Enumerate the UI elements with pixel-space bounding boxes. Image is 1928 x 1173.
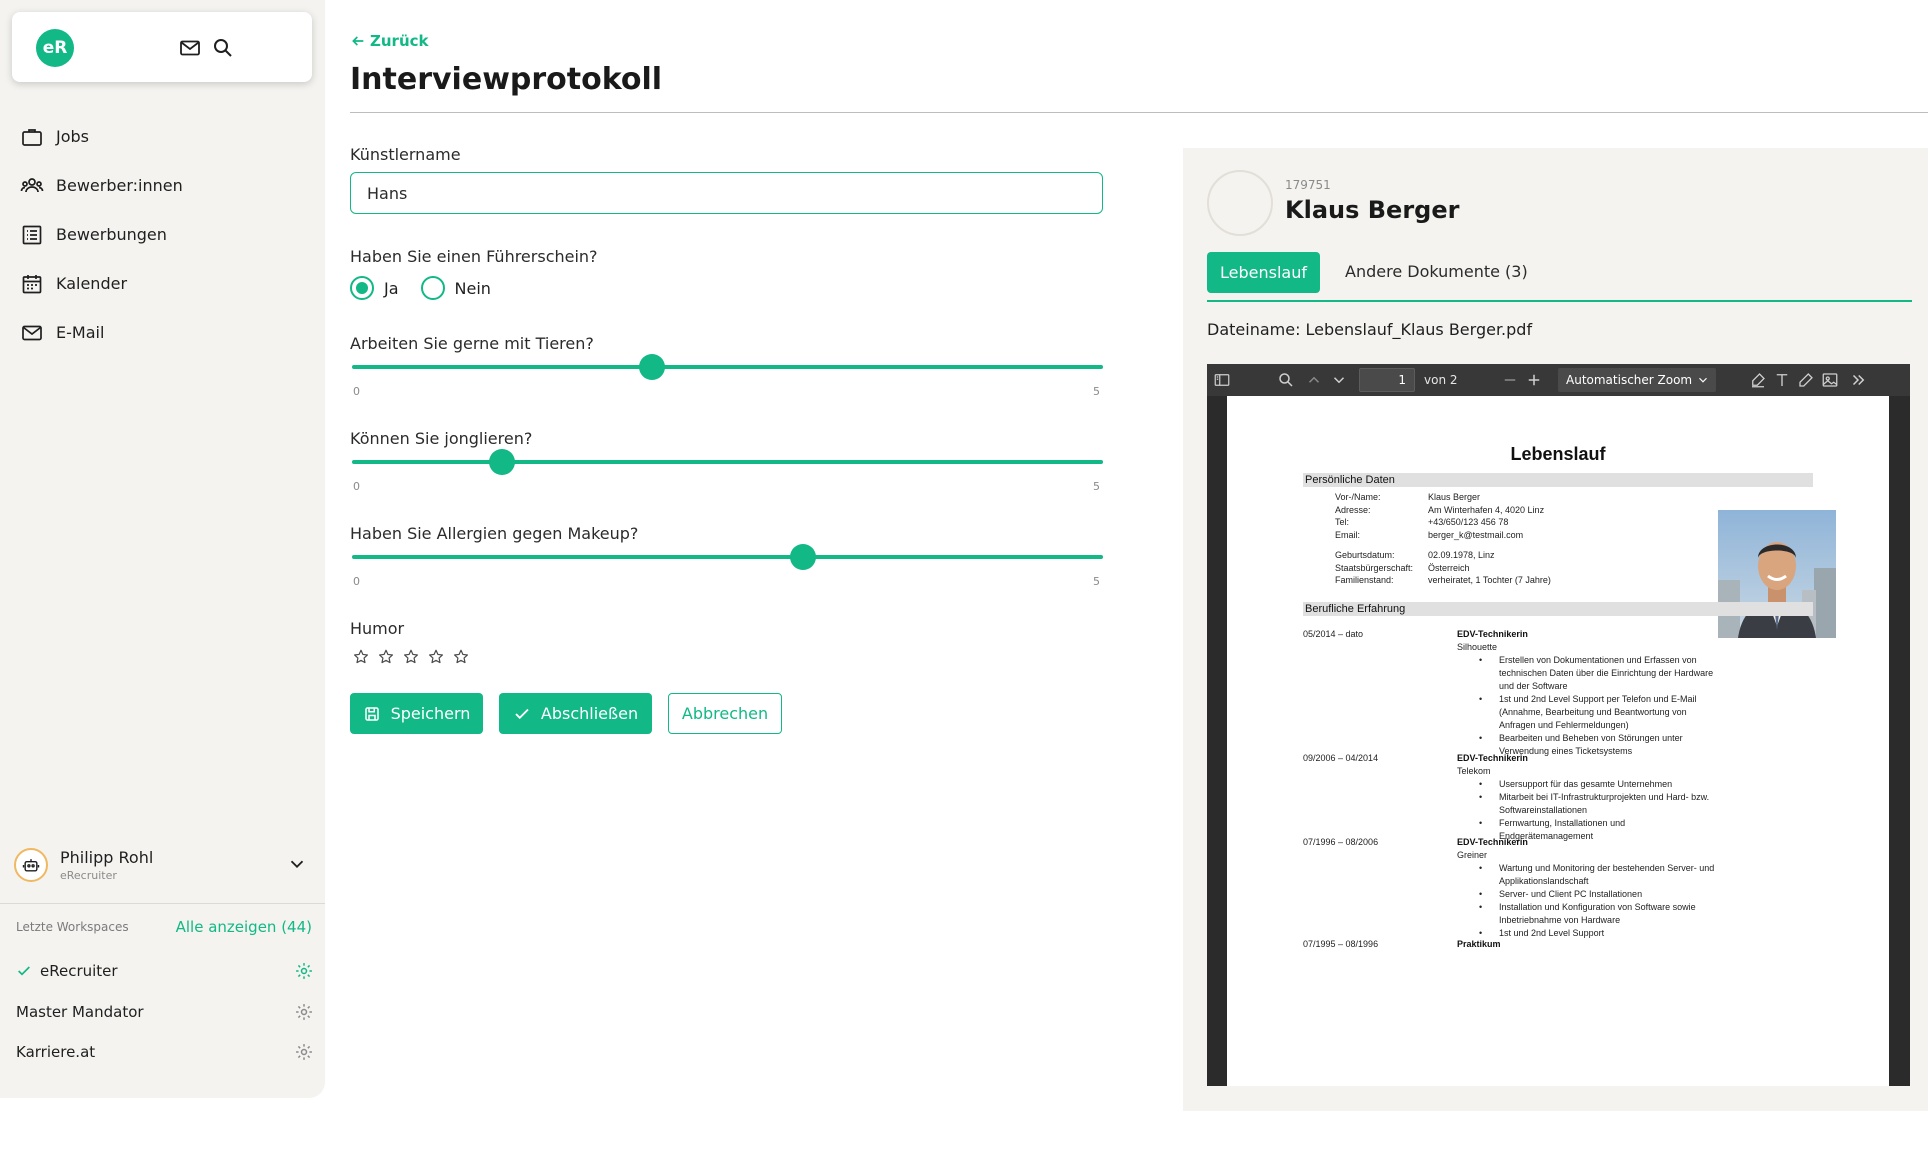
save-icon [363,705,381,723]
highlight-icon[interactable] [1749,371,1767,389]
page-number-input[interactable]: 1 [1359,368,1415,392]
avatar [14,848,48,882]
sidebar-item-jobs[interactable] [0,112,325,161]
candidate-id: 179751 [1285,178,1331,192]
more-tools-icon[interactable] [1849,371,1867,389]
slider-label: Können Sie jonglieren? [350,429,533,448]
slider-label: Arbeiten Sie gerne mit Tieren? [350,334,594,353]
radio-yes[interactable] [350,276,374,300]
job-bullet: • Bearbeiten und Beheben von Störungen unter Verwendung eines Ticketsystems [1499,732,1717,758]
personal-value: Österreich [1428,562,1470,573]
job-period: 05/2014 – dato [1303,629,1364,639]
chevron-down-icon [1696,373,1710,387]
job-bullet: • Erstellen von Dokumentationen und Erfassen von technischen Daten über die Einrichtung der Hardware und der Software [1499,654,1717,693]
section-personal: Persönliche Daten [1303,473,1813,487]
stage-name-label: Künstlername [350,145,461,164]
tab-cv[interactable]: Lebenslauf [1207,252,1320,293]
animals-slider[interactable] [352,365,1103,369]
job-details [1457,752,1717,843]
gear-icon[interactable] [294,1002,314,1022]
star-icon[interactable] [452,648,470,666]
user-menu[interactable] [14,843,314,887]
workspace-label: eRecruiter [40,962,118,980]
sidebar-nav [0,112,325,357]
sidebar-item-calendar[interactable] [0,259,325,308]
workspace-label: Master Mandator [16,1003,144,1021]
pdf-page [1227,396,1889,1086]
job-bullet: • Wartung und Monitoring der bestehenden Server- und Applikationslandschaft [1499,862,1717,888]
app-logo[interactable]: eR [36,29,74,67]
job-bullets [1499,778,1717,843]
stage-name-input[interactable]: Hans [350,172,1103,214]
license-radio-group [350,276,491,300]
candidate-panel [1183,148,1928,1111]
zoom-value: Automatischer Zoom [1566,373,1693,387]
chevron-down-icon[interactable] [286,853,308,875]
job-details [1457,836,1717,940]
pdf-toolbar [1207,364,1910,396]
license-label: Haben Sie einen Führerschein? [350,247,598,266]
candidate-avatar [1207,170,1273,236]
sidebar-item-label: E-Mail [56,323,105,342]
draw-icon[interactable] [1797,371,1815,389]
search-icon[interactable] [211,36,235,60]
chevron-down-icon[interactable] [1330,371,1348,389]
job-title: Praktikum [1457,939,1501,949]
sidebar-item-label: Jobs [56,127,89,146]
page-title: Interviewprotokoll [350,62,663,97]
job-title: EDV-Technikerin [1457,753,1528,763]
filename: Dateiname: Lebenslauf_Klaus Berger.pdf [1207,320,1533,339]
job-bullet: • 1st und 2nd Level Support per Telefon und E-Mail (Annahme, Bearbeitung und Beantwortung von Anfragen und Fehlermeldungen) [1499,693,1717,732]
radio-yes-label: Ja [384,278,399,298]
job-company: Silhouette [1457,642,1498,652]
personal-key: Email: [1335,529,1361,540]
user-name: Philipp Rohl [60,848,154,867]
slider-thumb[interactable] [639,354,665,380]
personal-key: Vor-/Name: [1335,492,1381,502]
juggling-slider[interactable] [352,460,1103,464]
gear-icon[interactable] [294,1042,314,1062]
slider-label: Haben Sie Allergien gegen Makeup? [350,524,639,543]
job-bullet: • Installation und Konfiguration von Software sowie Inbetriebnahme von Hardware [1499,901,1717,927]
slider-thumb[interactable] [489,449,515,475]
zoom-in-icon[interactable] [1525,371,1543,389]
pdf-viewer [1207,364,1910,1086]
job-bullet: • Mitarbeit bei IT-Infrastrukturprojekten und Hard- bzw. Softwareinstallationen [1499,791,1717,817]
job-title: EDV-Technikerin [1457,629,1528,639]
sidebar-item-label: Bewerber:innen [56,176,183,195]
personal-value: Klaus Berger [1428,492,1481,502]
job-company: Greiner [1457,850,1488,860]
job-bullet: • Fernwartung, Installationen und Endgerätemanagement [1499,817,1717,843]
robot-icon [21,855,41,875]
brand-card [12,12,312,82]
job-period: 09/2006 – 04/2014 [1303,753,1379,763]
job-period: 07/1995 – 08/1996 [1303,939,1379,949]
slider-max: 5 [1093,385,1100,398]
personal-key: Staatsbürgerschaft: [1335,562,1414,573]
sidebar-toggle-icon[interactable] [1213,371,1231,389]
candidate-name: Klaus Berger [1285,196,1460,224]
image-icon[interactable] [1821,371,1839,389]
job-bullet: • Server- und Client PC Installationen [1499,888,1717,901]
personal-value: +43/650/123 456 78 [1428,517,1509,527]
radio-no[interactable] [421,276,445,300]
slider-min: 0 [353,480,360,493]
mail-icon[interactable] [178,36,202,60]
slider-max: 5 [1093,480,1100,493]
slider-min: 0 [353,575,360,588]
workspaces-heading: Letzte Workspaces [16,920,129,934]
sidebar-item-label: Bewerbungen [56,225,167,244]
radio-no-label: Nein [454,278,491,298]
list-icon [20,223,44,247]
candidate-photo [1718,510,1836,638]
personal-value: 02.09.1978, Linz [1428,550,1495,560]
humor-label: Humor [350,619,405,638]
personal-key: Adresse: [1335,504,1371,515]
show-all-workspaces-link[interactable]: Alle anzeigen (44) [175,918,312,936]
finish-button[interactable] [499,693,652,734]
calendar-icon [20,272,44,296]
zoom-out-icon[interactable] [1501,371,1519,389]
job-title: EDV-Technikerin [1457,837,1528,847]
check-icon [16,963,32,979]
personal-value: Am Winterhafen 4, 4020 Linz [1428,504,1545,515]
back-label: Zurück [370,32,429,50]
sidebar-item-label: Kalender [56,274,128,293]
star-icon[interactable] [352,648,370,666]
job-bullet: • 1st und 2nd Level Support [1499,927,1717,940]
finish-label: Abschließen [540,704,639,723]
job-details [1457,628,1717,758]
job-period: 07/1996 – 08/2006 [1303,837,1379,847]
workspace-label: Karriere.at [16,1043,96,1061]
slider-thumb[interactable] [790,544,816,570]
sidebar-item-applicants[interactable] [0,161,325,210]
cancel-button[interactable]: Abbrechen [668,693,782,734]
slider-max: 5 [1093,575,1100,588]
sidebar [0,0,325,1098]
gear-icon[interactable] [294,961,314,981]
back-link[interactable] [350,32,429,50]
humor-rating[interactable] [352,648,470,666]
workspaces-header [16,918,312,936]
tab-other-documents[interactable]: Andere Dokumente (3) [1345,262,1528,281]
save-label: Speichern [390,704,471,723]
job-bullets [1499,862,1717,940]
divider [350,112,1928,113]
job-bullets [1499,654,1717,758]
user-info [60,848,153,882]
document-tabs [1207,252,1912,302]
workspace-item-master-mandator[interactable] [16,992,314,1032]
save-button[interactable] [350,693,483,734]
star-icon[interactable] [377,648,395,666]
sidebar-item-applications[interactable] [0,210,325,259]
sidebar-item-email[interactable] [0,308,325,357]
workspace-item-erecruiter[interactable] [16,951,314,991]
divider [0,903,325,904]
chevron-up-icon[interactable] [1305,371,1323,389]
job-company: Telekom [1457,766,1491,776]
star-icon[interactable] [402,648,420,666]
document-title: Lebenslauf [1510,444,1606,464]
job-bullet: • Usersupport für das gesamte Unternehmen [1499,778,1717,791]
user-org: eRecruiter [60,869,117,882]
users-icon [20,174,44,198]
page-count: von 2 [1424,373,1458,387]
personal-value: verheiratet, 1 Tochter (7 Jahre) [1428,575,1551,585]
personal-key: Familienstand: [1335,575,1394,585]
workspace-item-karriere[interactable] [16,1032,314,1072]
section-experience: Berufliche Erfahrung [1303,602,1813,616]
job-details [1457,938,1717,951]
personal-value: berger_k@testmail.com [1428,529,1524,540]
makeup-allergy-slider[interactable] [352,555,1103,559]
arrow-left-icon [350,33,366,49]
star-icon[interactable] [427,648,445,666]
check-icon [513,705,531,723]
personal-key: Geburtsdatum: [1335,550,1395,560]
personal-key: Tel: [1335,517,1350,527]
briefcase-icon [20,125,44,149]
slider-min: 0 [353,385,360,398]
text-tool-icon[interactable] [1773,371,1791,389]
mail-icon [20,321,44,345]
search-icon[interactable] [1277,371,1295,389]
zoom-select[interactable] [1558,368,1716,392]
